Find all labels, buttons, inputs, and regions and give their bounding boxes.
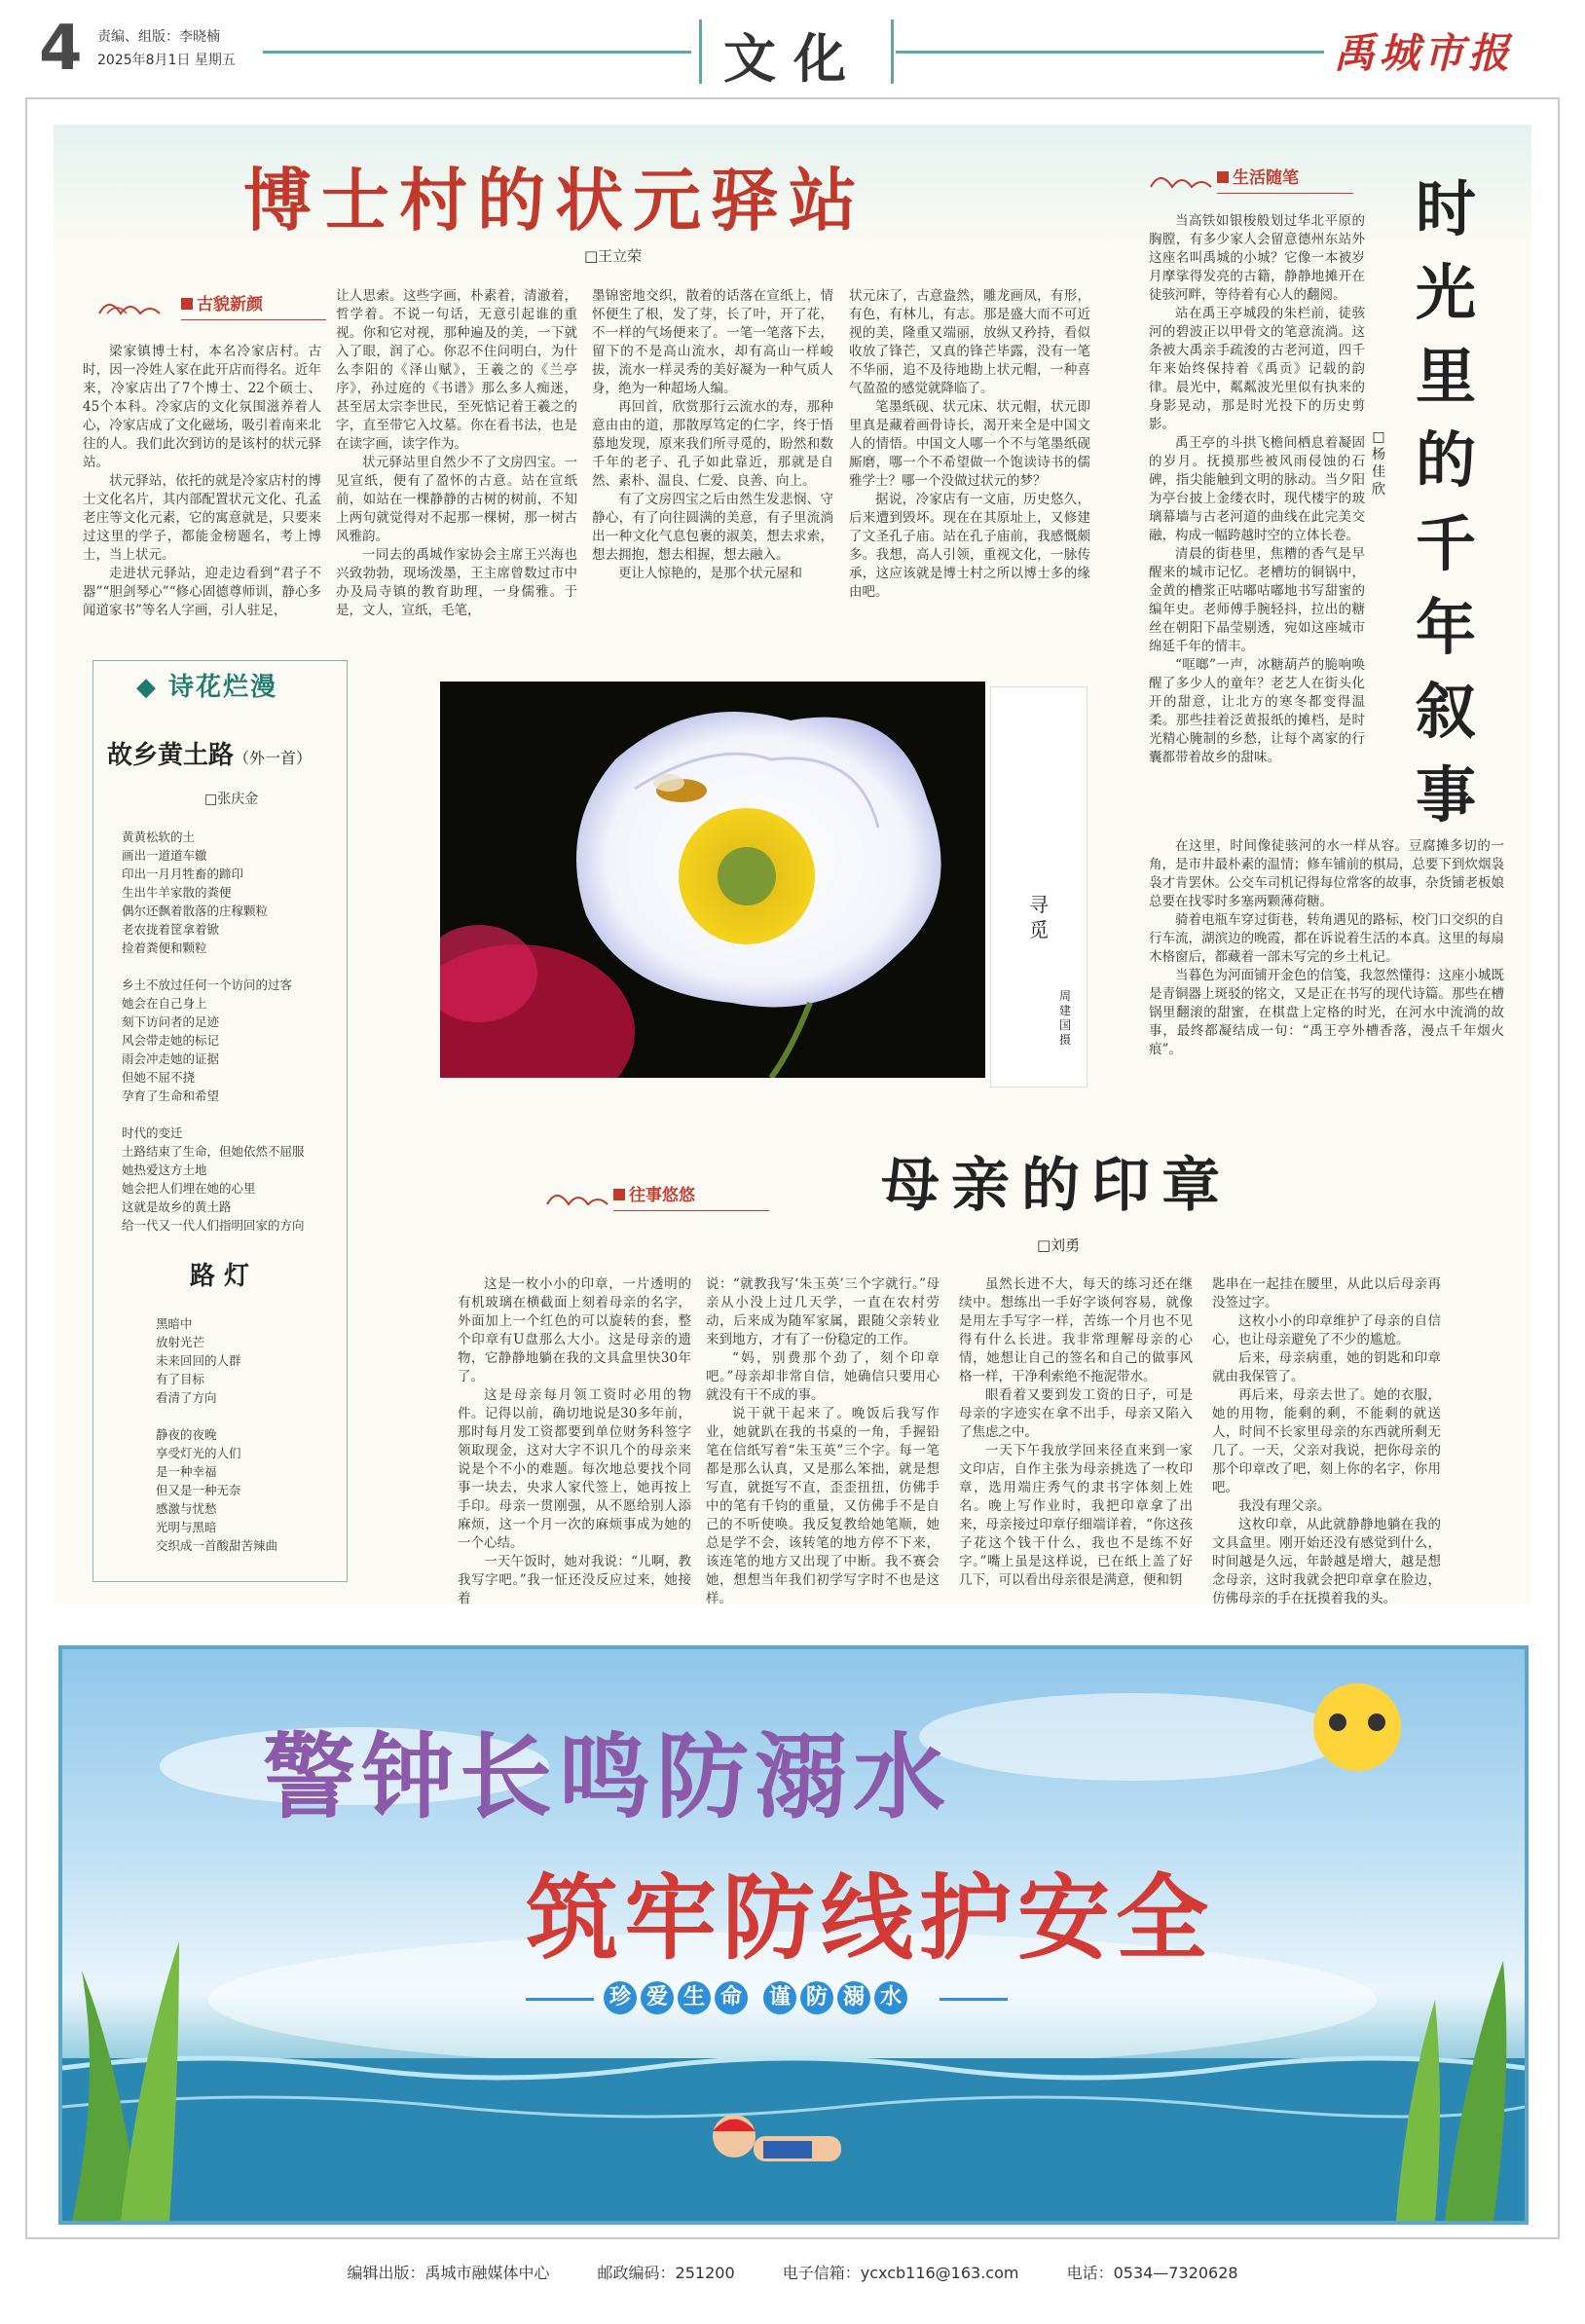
wave-ornament-icon (97, 294, 175, 315)
poem2-body (156, 1314, 341, 1555)
footer-postcode: 邮政编码：251200 (597, 2264, 735, 2282)
poem-line: 她会把人们埋在她的心里 (122, 1181, 256, 1196)
article3-byline: □刘勇 (1037, 1236, 1081, 1254)
slogan-rule-left (526, 1998, 594, 2001)
article2-col-top (1149, 212, 1365, 767)
paragraph: 更让人惊艳的，是那个状元屋和 (618, 566, 802, 581)
banner-slogan (602, 1981, 909, 2014)
page-footer (0, 2261, 1585, 2300)
tag-square-icon (181, 298, 193, 310)
photo-caption-box (990, 686, 1087, 1088)
poem-line: 看清了方向 (156, 1390, 217, 1405)
masthead-logo: 禹城市报 (1334, 29, 1514, 77)
poem-line: 土路结束了生命，但她依然不屈服 (122, 1144, 305, 1159)
slogan-char-badge: 生 (678, 1981, 711, 2014)
article1-tag (181, 292, 326, 320)
poem1-title-row (107, 735, 312, 771)
poem-line (156, 1407, 341, 1425)
footer-phone: 电话：0534—7320628 (1066, 2264, 1238, 2282)
paragraph: 据说，冷家店有一文庙，历史悠久，后来遭到毁坏。现在在其原址上，又修建了文圣孔子庙。站在孔子庙前，我感慨颇多。我想，高人引领，重视文化，一脉传承，这应该就是博士村之所以博士多的缘由吧。 (849, 492, 1090, 600)
paragraph: 一天下午我放学回来径直来到一家文印店，自作主张为母亲挑选了一枚印章，选用端庄秀气的隶书字体刻上姓名。晚上写作业时，我把印章拿了出来，母亲接过印章仔细端详着，“你这孩子花这个钱干什么，我也不是练不好字。”嘴上虽是这样说，已在纸上盖了好几下，可以看出母亲很是满意，便和钥 (959, 1443, 1193, 1588)
poem1-body (122, 828, 346, 1235)
paragraph: 这是母亲每月领工资时必用的物件。记得以前，确切地说是30多年前，那时每月发工资都要到单位财务科签字领取现金，这对大字不识几个的母亲来说是个不小的难题。每次地总要找个同事一块去，央求人家代签上，她再按上手印。母亲一贯刚强，从不愿给别人添麻烦，这一个月一次的麻烦事成为她的一个心结。 (458, 1387, 691, 1551)
article1-col4 (849, 287, 1090, 602)
article1-col3 (592, 287, 833, 583)
poem-line: 交织成一首酸甜苦辣曲 (156, 1538, 278, 1553)
poem-line: 捡着粪便和颗粒 (122, 941, 207, 955)
paragraph: 再后来，母亲去世了。她的衣服，她的用物，能剩的剩，不能剩的就送人，时间不长家里母亲的东西就所剩无几了。一天，父亲对我说，把你母亲的那个印章改了吧，刻上你的名字，你用吧。 (1212, 1387, 1441, 1495)
slogan-char-badge: 溺 (837, 1981, 870, 2014)
paragraph: 在这里，时间像徒骇河的水一样从容。豆腐摊多切的一角，是市井最朴素的温情；修车铺前的棋局，总要下到炊烟袅袅才肯罢休。公交车司机记得每位常客的故事，杂货铺老板娘总要在找零时多塞两颗薄荷糖。 (1149, 838, 1504, 909)
paragraph: 后来，母亲病重，她的钥匙和印章就由我保管了。 (1212, 1350, 1441, 1384)
paragraph: 有了文房四宝之后由然生发悲悯、守静心，有了向往圆满的美意，有子里流淌出一种文化气息包裹的淑美，想去求索，想去拥抱，想去相握，想去融入。 (592, 492, 833, 563)
paragraph: “妈，别费那个劲了，刻个印章吧。”母亲却非常自信，她确信只要用心就没有干不成的事。 (706, 1350, 940, 1403)
paragraph: 虽然长进不大，每天的练习还在继续中。想练出一手好字谈何容易，就像是用左手写字一样，苦练一个月也不见得有什么长进。我非常理解母亲的心情，她想让自己的签名和自己的做事风格一样，干净利索绝不拖泥带水。 (959, 1276, 1193, 1384)
poem-line: 未来回回的人群 (156, 1353, 241, 1368)
poem-author: □张庆金 (204, 792, 259, 807)
article1-tag-block (97, 292, 326, 320)
paragraph: 眼看着又要到发工资的日子，可是母亲的字迹实在拿不出手，母亲又陷入了焦虑之中。 (959, 1387, 1193, 1440)
poem-line: 光明与黑暗 (156, 1520, 217, 1534)
paragraph: 禹王亭的斗拱飞檐间栖息着凝固的岁月。抚摸那些被风雨侵蚀的石碑，指尖能触到文明的脉动。当夕阳为亭台披上金缕衣时，现代楼宇的玻璃幕墙与古老河道的曲线在此完美交融，构成一幅跨越时空的立体长卷。 (1149, 435, 1365, 543)
paragraph: 梁家镇博士村，本名冷家店村。古时，因一冷姓人家在此开店而得名。近年来，冷家店出了7个博士、22个硕士、45个本科。冷家店的文化氛围滋养着人心，冷家店成了文化磁场，吸引着南来北往的人。我们此次到访的是该村的状元驿站。 (83, 344, 321, 470)
poem-line: 风会带走她的标记 (122, 1033, 220, 1048)
poem-line: 放射光芒 (156, 1335, 205, 1349)
article2-byline: □杨佳欣 (1372, 429, 1385, 498)
paragraph: 骑着电瓶车穿过街巷，转角遇见的路标，校门口交织的自行车流，湖滨边的晚霞，都在诉说着生活的本真。这里的每扇木格窗后，都藏着一部未写完的乡土札记。 (1149, 912, 1504, 965)
poem-line: 但又是一种无奈 (156, 1483, 241, 1497)
poppy-bee-image-icon (440, 682, 985, 1078)
poem-line: 雨会冲走她的证据 (122, 1051, 220, 1066)
slogan-char-badge: 命 (715, 1981, 748, 2014)
article3-tag-label: 往事悠悠 (629, 1186, 695, 1205)
poem-line: 乡土不放过任何一个访问的过客 (122, 978, 293, 992)
poem-line: 但她不屈不挠 (122, 1070, 196, 1085)
section-title: 文化 (723, 27, 864, 90)
article3-tag-block (545, 1183, 769, 1211)
poem-line: 老农拢着筐拿着锨 (122, 922, 220, 937)
poem-line (122, 957, 346, 976)
poem-line: 享受灯光的人们 (156, 1446, 241, 1460)
paragraph: 这是一枚小小的印章，一片透明的有机玻璃在横截面上刻着母亲的名字，外面加上一个红色的可以旋转的套，整个印章有U盘那么大小。这是母亲的遗物，它静静地躺在我的文具盒里快30年了。 (458, 1276, 691, 1384)
paragraph: 走进状元驿站，迎走边看到“君子不器”“胆剑琴心”“修心固德尊师训，静心多闻道家书”等名人字画，引人驻足， (83, 566, 321, 618)
article3-col1 (458, 1275, 691, 1608)
poem-line: 这就是故乡的黄土路 (122, 1199, 232, 1214)
paragraph: 当高铁如银梭般划过华北平原的胸膛，有多少家人会留意德州东站外这座名叫禹城的小城？它像一本被岁月摩挲得发亮的古籍，静静地摊开在徒骇河畔，等待着有心人的翻阅。 (1149, 213, 1365, 303)
poem-line: 有了目标 (156, 1372, 205, 1386)
paragraph: 站在禹王亭城段的朱栏前，徒骇河的碧波正以甲骨文的笔意流淌。这条被大禹亲手疏浚的古老河道，四千年来始终保持着《禹贡》记载的韵律。晨光中，粼粼波光里似有执来的身影晃动，那是时光投下的历史剪影。 (1149, 306, 1365, 432)
poem-line: 刻下访问者的足迹 (122, 1014, 220, 1029)
wave-ornament-icon (1149, 167, 1227, 189)
poem-line: 孕育了生命和希望 (122, 1088, 220, 1103)
footer-publisher: 编辑出版：禹城市融媒体中心 (347, 2264, 550, 2282)
slogan-char-badge: 谨 (763, 1981, 796, 2014)
article3-col2 (706, 1275, 940, 1608)
poem-line: 黑暗中 (156, 1316, 193, 1331)
slogan-char-badge: 防 (800, 1981, 833, 2014)
poem-line: 是一种幸福 (156, 1464, 217, 1479)
editor-credit: 责编、组版：李晓楠 (97, 29, 220, 45)
wave-ornament-icon (545, 1185, 623, 1206)
article2-title: 时光里的千年叙事 (1415, 173, 1476, 830)
slogan-rule-right (940, 1998, 1008, 2001)
article1-col1 (83, 343, 321, 620)
paragraph: 状元驿站里自然少不了文房四宝。一见宣纸，便有了盈怀的古意。站在宣纸前，如站在一棵静静的古树的树前，不知上两句就觉得对不起那一棵树，那一树古风雅韵。 (336, 455, 577, 544)
banner-headline-1: 警钟长鸣防溺水 (263, 1724, 952, 1831)
header-meta (97, 25, 236, 72)
poem1-title: 故乡黄土路 (107, 741, 235, 770)
article1-col2 (336, 287, 577, 620)
poem-line: 她会在自己身上 (122, 996, 207, 1011)
poem-line: 印出一月月牲畜的蹄印 (122, 867, 244, 881)
poem-line: 感激与忧愁 (156, 1501, 217, 1516)
article2-tag-block (1149, 166, 1353, 194)
paragraph: 我没有理父亲。 (1238, 1498, 1331, 1514)
poem2-title-text: 路 灯 (190, 1262, 250, 1291)
slogan-char-badge: 珍 (604, 1981, 637, 2014)
poem-line: 黄黄松软的土 (122, 830, 196, 844)
page-number: 4 (39, 13, 83, 85)
poem1-subtitle: （外一首） (234, 749, 313, 767)
paragraph: 状元驿站，依托的就是冷家店村的博士文化名片，其内部配置状元文化、孔孟老庄等文化元素，它的寓意就是，只要来过这里的学子，都能金榜题名，考上博士，当上状元。 (83, 473, 321, 563)
photo-credit: 周建国 摄 (1058, 989, 1071, 1047)
paragraph: 墨锦密地交织，散着的话落在宣纸上，情怀便生了根，发了芽，长了叶，开了花，不一样的气场便来了。一笔一笔落下去，留下的不是高山流水，却有高山一样峻拔，流水一样灵秀的美好凝为一种气质人身，绝为一种超场人编。 (592, 288, 833, 396)
poem-column-title: ◆ 诗花烂漫 (136, 673, 278, 702)
article1-byline: □王立荣 (584, 247, 643, 265)
article2-tag-label: 生活随笔 (1233, 168, 1299, 188)
poem-line (122, 1105, 346, 1124)
poem-line: 时代的变迁 (122, 1125, 183, 1140)
footer-email[interactable]: 电子信箱：ycxcb116@163.com (782, 2264, 1019, 2282)
poem-line: 给一代又一代人们指明回家的方向 (122, 1218, 305, 1233)
paragraph: 说干就干起来了。晚饭后我写作业，她就趴在我的书桌的一角，手握铅笔在信纸写着“朱玉英”三个字。每一笔都是那么认真，又是那么笨拙，就是想写直，就挺写不直，歪歪扭扭，仿佛手中的笔有千钧的重量，又仿佛手不是自己的不听使唤。我反复教给她笔顺，她总是学不会，该转笔的地方停不下来，该连笔的地方又出现了中断。我不赛会她，想想当年我们初学写字时不也是这样。 (706, 1406, 940, 1606)
article2-tag (1217, 166, 1353, 194)
paragraph: 当暮色为河面铺开金色的信笺，我忽然懂得：这座小城既是青铜器上斑驳的铭文，又是正在书写的现代诗篇。那些在槽锅里翻滚的甜蜜，在棋盘上定格的时光，在河水中流淌的故事，最终都凝结成一句：“禹王亭外槽香落，漫点千年烟火痕”。 (1149, 968, 1504, 1057)
poem-line: 她热爱这方土地 (122, 1162, 207, 1177)
paragraph: 再回首，欣赏那行云流水的寿，那种意由由的道，那散厚笃定的仁字，终于悟慕地发现，原来我们所寻觅的，盼然和数千年的老子、孔子如此靠近，那就是自然、素朴、温良、仁爱、良善、向上。 (592, 399, 833, 489)
poem-line: 静夜的夜晚 (156, 1427, 217, 1442)
photo-title: 寻觅 (1029, 893, 1049, 941)
article3-col3 (959, 1275, 1193, 1590)
paragraph: 一同去的禹城作家协会主席王兴海也兴致勃勃，现场泼墨，王主席曾数过市中办及局寺镇的教育助理，一身儒雅。于是，文人，宣纸，毛笔， (336, 547, 577, 618)
paragraph: 匙串在一起挂在腰里，从此以后母亲再没签过字。 (1212, 1276, 1441, 1310)
header-rule-left (263, 51, 691, 54)
slogan-char-badge: 爱 (641, 1981, 674, 2014)
paragraph: 这枚印章，从此就静静地躺在我的文具盒里。刚开始还没有感觉到什么，时间越是久远，年龄越是增大，越是想念母亲，这时我就会把印章拿在脸边，仿佛母亲的手在抚摸着我的头。 (1212, 1517, 1441, 1606)
slogan-char-badge: 水 (874, 1981, 907, 2014)
paragraph: 清晨的街巷里，焦糟的香气是早醒来的城市记忆。老槽坊的铜锅中，金黄的槽浆正咕嘟咕嘟地书写甜蜜的编年史。老师傅手腕轻抖，拉出的糖丝在朝阳下晶莹剔透，宛如这座城市绵延千年的情丰。 (1149, 546, 1365, 654)
poem-line: 偶尔还飘着散落的庄稼颗粒 (122, 904, 269, 918)
article1-title: 博士村的状元驿站 (243, 160, 866, 240)
poem2-title (190, 1256, 249, 1292)
paragraph: 说：“就教我写‘朱玉英’三个字就行。”母亲从小没上过几天学，一直在农村劳动，后来成为随军家属，跟随父亲转业来到地方，才有了一份稳定的工作。 (706, 1276, 940, 1347)
paragraph: 状元床了，古意盎然，雕龙画凤，有形，有色，有林儿，有志。那是盛大而不可近视的美，隆重又端丽，放纵又矜持，看似收放了锋芒，又真的锋芒毕露，没有一笔不华丽，追不及待地勘上状元帽，一种喜气盈盈的感觉就降临了。 (849, 288, 1090, 396)
paragraph: “哐啷”一声，冰糖葫芦的脆响唤醒了多少人的童年？老艺人在街头化开的甜意，让北方的寒冬都变得温柔。那些挂着泛黄报纸的摊档，是时光精心腌制的乡愁，让每个离家的行囊都带着故乡的甜味。 (1149, 657, 1365, 765)
banner-headline-2: 筑牢防线护安全 (526, 1865, 1215, 1973)
article3-tag (613, 1183, 769, 1211)
article3-title: 母亲的印章 (881, 1152, 1232, 1220)
issue-date: 2025年8月1日 星期五 (97, 53, 236, 68)
paragraph: 笔墨纸砚、状元床、状元帽，状元即里真是藏着画骨诗长，渴开来全是中国文人的情悟。中国文人哪一个不与笔墨纸砚厮磨，哪一个不希望做一个饱读诗书的儒雅学士？哪一个没做过状元的梦？ (849, 399, 1090, 489)
poem-line: 生出牛羊家散的粪便 (122, 885, 232, 900)
paragraph: 这枚小小的印章维护了母亲的自信心，也让母亲避免了不少的尴尬。 (1212, 1313, 1441, 1347)
paragraph: 让人思索。这些字画，朴素着，清澈着，哲学着。不说一句话，无意引起谁的重视。你和它对视，那种遍及的美，一下就入了眼，润了心。你忍不住问明白，为什么李阳的《泽山赋》，王羲之的《兰亭序》，孙过庭的《书谱》那么多人痴迷，甚至居太宗李世民，至死惦记着王羲之的字，直至带它入坟墓。你在看书法，也是在读字画，读字作为。 (336, 288, 577, 452)
flower-photo (440, 682, 985, 1078)
article2-col-bottom (1149, 837, 1504, 1059)
poem-line: 画出一道道车辙 (122, 848, 207, 863)
article1-tag-label: 古貌新颜 (197, 295, 263, 314)
poem-column-label: 诗花烂漫 (168, 673, 278, 702)
header-rule-right (896, 51, 1324, 54)
paragraph: 一天午饭时，她对我说：“儿啊，教我写字吧。”我一怔还没反应过来，她接着 (458, 1554, 691, 1606)
article3-col4 (1212, 1275, 1441, 1608)
